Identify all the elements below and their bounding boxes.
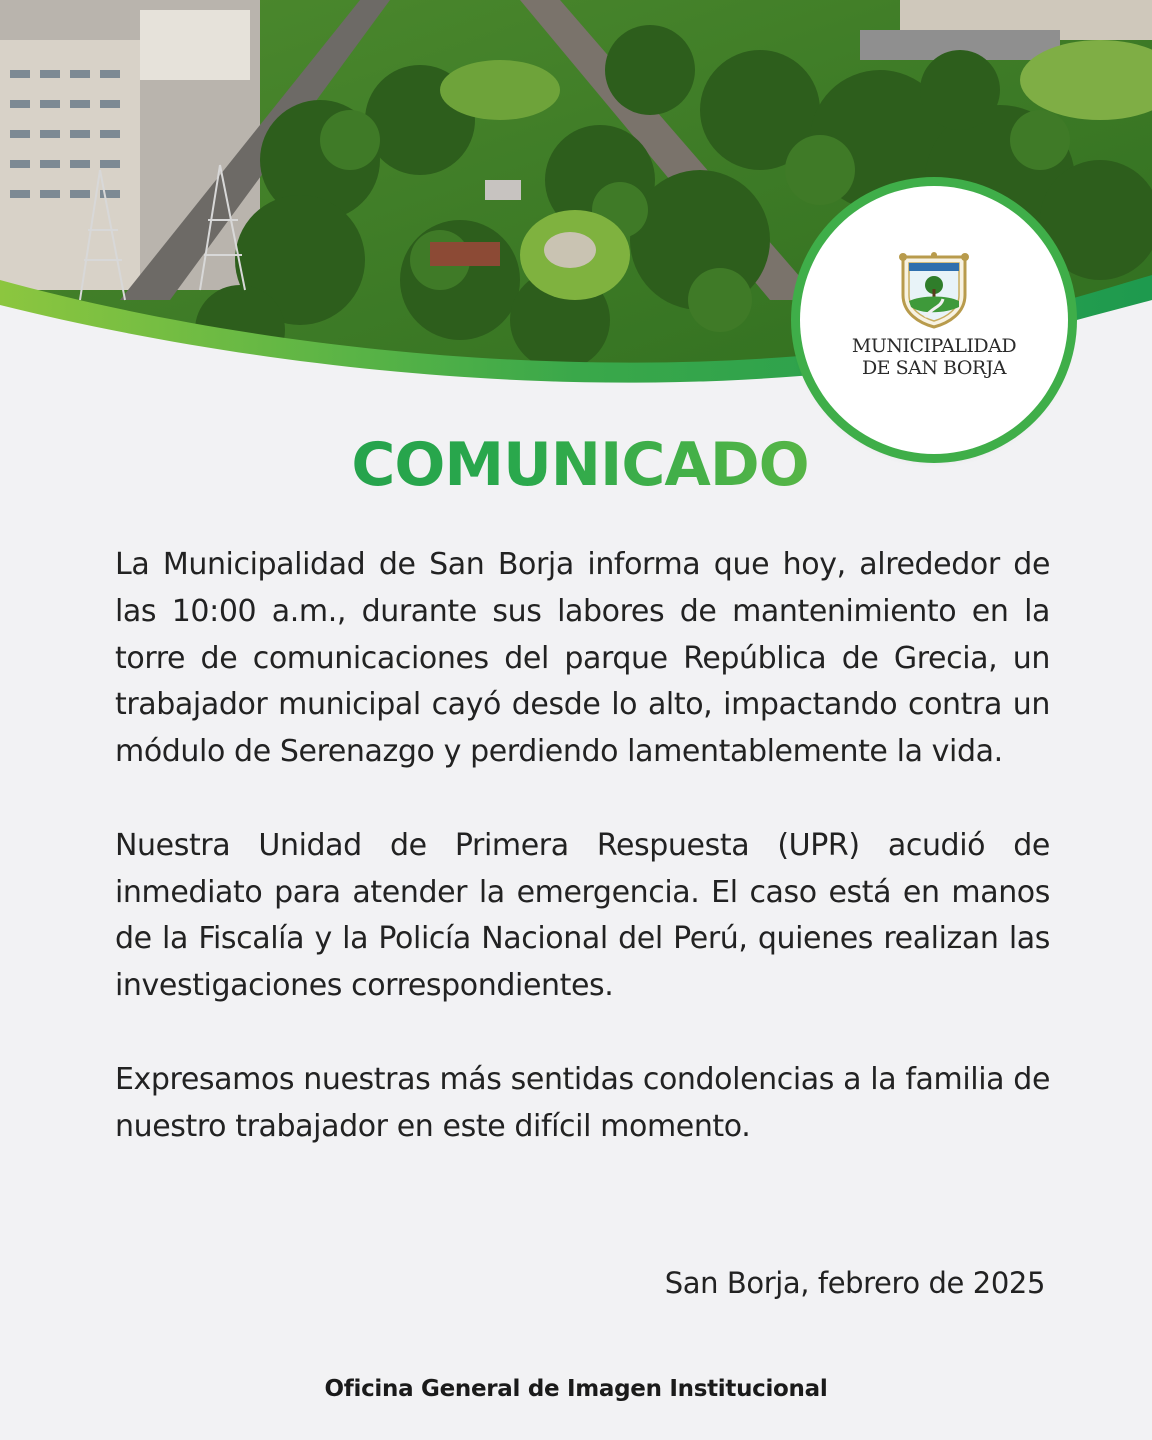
page-title: COMUNICADO [0, 430, 1152, 500]
coat-of-arms-icon [897, 251, 971, 329]
seal-text [852, 335, 1016, 379]
date-line: San Borja, febrero de 2025 [664, 1266, 1045, 1300]
paragraph-3: Expresamos nuestras más sentidas condolencias a la familia de nuestro trabajador en este difícil momento. [115, 1061, 1050, 1144]
communique-body [115, 542, 1050, 1150]
paragraph-2: Nuestra Unidad de Primera Respuesta (UPR) acudió de inmediato para atender la emergencia. El caso está en manos de la Fiscalía y la Policía Nacional del Perú, quienes realizan las investigaciones correspondientes. [115, 827, 1050, 1004]
municipal-seal [800, 186, 1068, 454]
seal-line-2: DE SAN BORJA [861, 357, 1007, 379]
seal-line-1: MUNICIPALIDAD [851, 335, 1017, 357]
paragraph-1: La Municipalidad de San Borja informa que hoy, alrededor de las 10:00 a.m., durante sus labores de mantenimiento en la torre de comunicaciones del parque República de Grecia, un trabajador municipal cayó desde lo alto, impactando contra un módulo de Serenazgo y perdiendo lamentablemente la vida. [115, 547, 1050, 770]
footer-office: Oficina General de Imagen Institucional [324, 1376, 828, 1402]
